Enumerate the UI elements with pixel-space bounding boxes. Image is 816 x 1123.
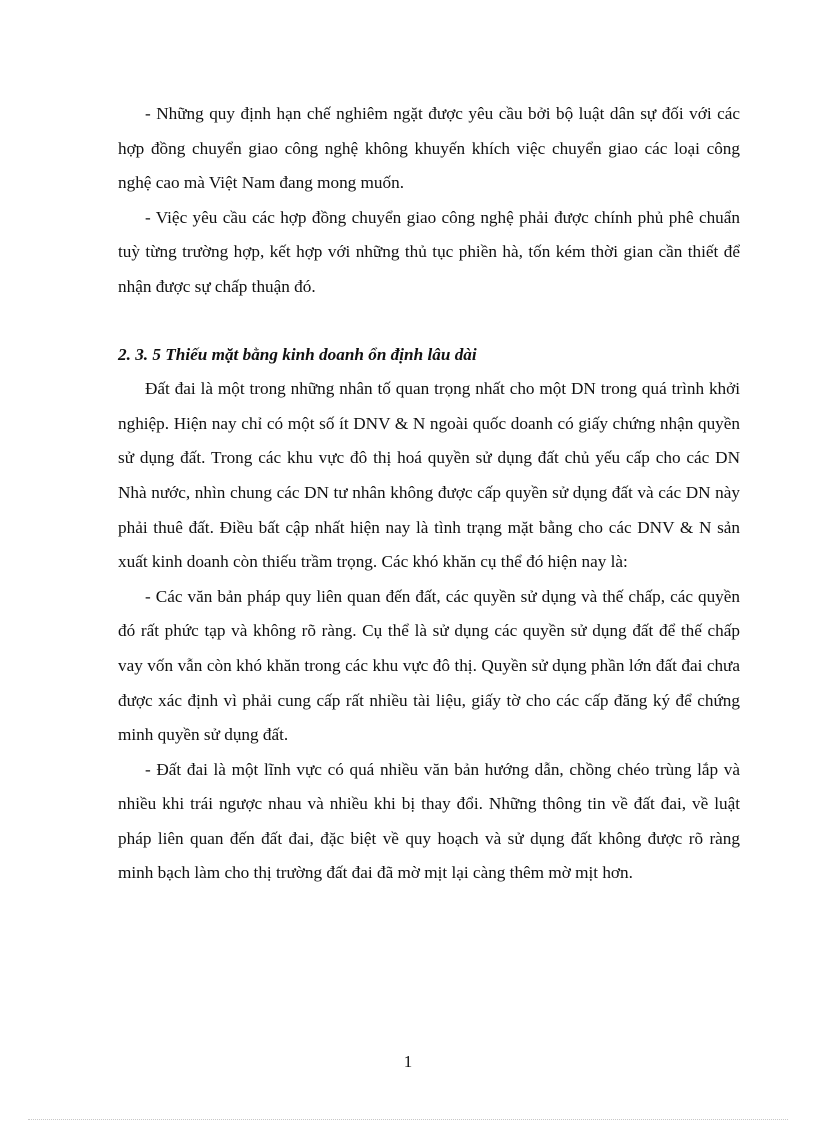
paragraph-approval: - Việc yêu cầu các hợp đồng chuyển giao công nghệ phải được chính phủ phê chuẩn tuỳ từng trường hợp, kết hợp với những thủ tục phiền hà, tốn kém thời gian cần thiết để nhận được sự chấp thuận đó. bbox=[118, 207, 740, 296]
section-heading: 2. 3. 5 Thiếu mặt bằng kinh doanh ổn định lâu dài bbox=[118, 344, 477, 364]
paragraph-restrictions: - Những quy định hạn chế nghiêm ngặt được yêu cầu bởi bộ luật dân sự đối với các hợp đồng chuyển giao công nghệ không khuyến khích việc chuyển giao các loại công nghệ cao mà Việt Nam đang mong muốn. bbox=[118, 104, 740, 193]
paragraph-legal-documents: - Các văn bản pháp quy liên quan đến đất, các quyền sử dụng và thế chấp, các quyền đó rất phức tạp và không rõ ràng. Cụ thể là sử dụng các quyền sử dụng đất để thế chấp vay vốn vẫn còn khó khăn trong các khu vực đô thị. Quyền sử dụng phần lớn đất đai chưa được xác định vì phải cung cấp rất nhiều tài liệu, giấy tờ cho các cấp đăng ký để chứng minh quyền sử dụng đất. bbox=[118, 586, 740, 745]
page-number: 1 bbox=[403, 1052, 413, 1071]
paragraph-land-guidance: - Đất đai là một lĩnh vực có quá nhiều văn bản hướng dẫn, chồng chéo trùng lắp và nhiều khi trái ngược nhau và nhiều khi bị thay đổi. Những thông tin về đất đai, về luật pháp liên quan đến đất đai, đặc biệt về quy hoạch và sử dụng đất không được rõ ràng minh bạch làm cho thị trường đất đai đã mờ mịt lại càng thêm mờ mịt hơn. bbox=[118, 759, 740, 883]
footer-divider bbox=[28, 1119, 788, 1120]
page-body bbox=[118, 97, 740, 891]
paragraph-land-intro: Đất đai là một trong những nhân tố quan trọng nhất cho một DN trong quá trình khởi nghiệp. Hiện nay chỉ có một số ít DNV & N ngoài quốc doanh có giấy chứng nhận quyền sử dụng đất. Trong các khu vực đô thị hoá quyền sử dụng đất chủ yếu cấp cho các DN Nhà nước, nhìn chung các DN tư nhân không được cấp quyền sử dụng đất và các DN này phải thuê đất. Điều bất cập nhất hiện nay là tình trạng mặt bằng cho các DNV & N sản xuất kinh doanh còn thiếu trầm trọng. Các khó khăn cụ thể đó hiện nay là: bbox=[118, 379, 740, 572]
